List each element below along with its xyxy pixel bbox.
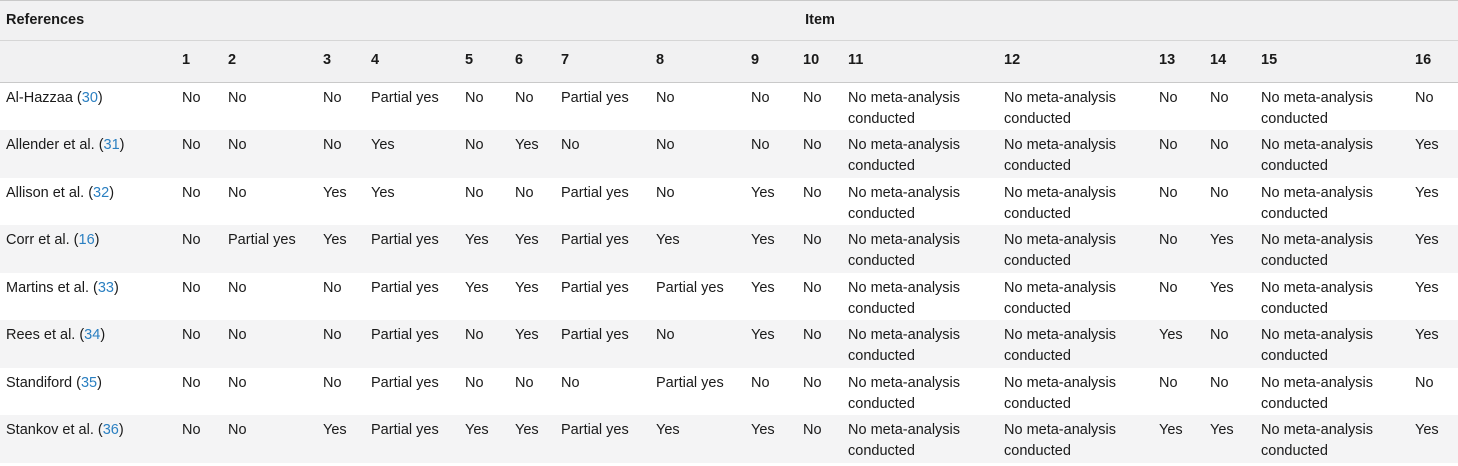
rating-cell: Yes <box>751 279 775 296</box>
rating-cell: No <box>803 90 822 106</box>
rating-cell: No meta-analysis conducted <box>1261 415 1415 463</box>
rating-cell: No meta-analysis conducted <box>848 374 961 412</box>
citation-link[interactable]: 31 <box>103 137 120 153</box>
rating-cell: No meta-analysis conducted <box>848 279 961 317</box>
rating-cell: No <box>803 130 848 178</box>
rating-cell: No <box>1159 374 1178 391</box>
reference-name: Allender et al. ( <box>6 137 104 153</box>
rating-cell: No <box>465 130 515 178</box>
table-row <box>0 225 1458 273</box>
rating-cell: No meta-analysis conducted <box>1004 184 1117 222</box>
empty-header-cell <box>0 41 182 83</box>
citation-link[interactable]: 36 <box>102 422 119 438</box>
item-number-header: 15 <box>1261 41 1415 83</box>
rating-cell: Yes <box>465 279 489 296</box>
reference-close-paren: ) <box>97 90 103 106</box>
rating-cell: No <box>182 90 201 106</box>
rating-cell: No <box>323 374 342 391</box>
rating-cell: No <box>465 184 484 201</box>
rating-cell: Yes <box>515 130 561 178</box>
rating-cell: Yes <box>371 184 395 201</box>
rating-cell: Yes <box>515 415 561 463</box>
rating-cell: Partial yes <box>561 184 629 201</box>
reference-name: Martins et al. ( <box>6 279 98 296</box>
rating-cell: No <box>751 374 770 391</box>
table-row <box>0 273 1458 321</box>
item-number-header: 2 <box>228 41 323 83</box>
rating-cell: No <box>656 130 751 178</box>
item-number-header: 13 <box>1159 41 1210 83</box>
table-row <box>0 178 1458 226</box>
rating-cell: No meta-analysis conducted <box>848 415 1004 463</box>
rating-cell: Partial yes <box>371 374 439 391</box>
item-number-header: 16 <box>1415 41 1458 83</box>
rating-cell: No <box>656 184 675 201</box>
item-number-header: 1 <box>182 41 228 83</box>
rating-cell: No meta-analysis conducted <box>1261 374 1374 412</box>
citation-link[interactable]: 30 <box>81 90 98 106</box>
item-number-header: 5 <box>465 41 515 83</box>
rating-cell: No meta-analysis conducted <box>848 90 961 127</box>
rating-cell: No <box>228 374 247 391</box>
reference-name: Al-Hazzaa ( <box>6 90 82 106</box>
rating-cell: Yes <box>751 225 803 273</box>
rating-cell: No meta-analysis conducted <box>1004 374 1117 412</box>
table-row <box>0 368 1458 416</box>
rating-cell: No <box>323 130 371 178</box>
reference-close-paren: ) <box>100 327 106 343</box>
rating-cell: Yes <box>1415 225 1458 273</box>
rating-cell: No meta-analysis conducted <box>1261 279 1374 317</box>
rating-cell: No <box>515 374 534 391</box>
citation-link[interactable]: 33 <box>97 279 114 296</box>
reference-name: Standiford ( <box>6 374 81 391</box>
reference-name: Corr et al. ( <box>6 232 79 248</box>
rating-cell: No meta-analysis conducted <box>1004 279 1117 317</box>
rating-cell: No <box>515 184 534 201</box>
reference-cell <box>0 368 182 416</box>
rating-cell: Partial yes <box>371 225 465 273</box>
table-row <box>0 415 1458 463</box>
reference-cell <box>0 178 182 226</box>
reference-cell <box>0 225 182 273</box>
rating-cell: Yes <box>1159 415 1210 463</box>
table-row <box>0 130 1458 178</box>
rating-cell: Partial yes <box>228 225 323 273</box>
rating-cell: Yes <box>1159 320 1210 368</box>
rating-cell: No <box>1415 90 1434 106</box>
rating-cell: No <box>228 320 323 368</box>
rating-cell: No <box>803 415 848 463</box>
rating-cell: No <box>465 320 515 368</box>
rating-cell: No <box>1210 184 1229 201</box>
rating-cell: No meta-analysis conducted <box>1261 184 1374 222</box>
rating-cell: Partial yes <box>656 279 724 296</box>
rating-cell: No meta-analysis conducted <box>848 320 1004 368</box>
rating-cell: No <box>1210 90 1229 106</box>
rating-cell: No <box>1210 374 1229 391</box>
rating-cell: No <box>323 90 342 106</box>
item-number-header: 4 <box>371 41 465 83</box>
header-row-top <box>0 1 1458 41</box>
rating-cell: No <box>1159 130 1210 178</box>
reference-name: Allison et al. ( <box>6 184 94 201</box>
rating-cell: No meta-analysis conducted <box>1261 90 1374 127</box>
rating-cell: No <box>182 130 228 178</box>
rating-cell: Yes <box>323 184 347 201</box>
rating-cell: No <box>803 279 822 296</box>
item-number-header: 6 <box>515 41 561 83</box>
rating-cell: Yes <box>323 225 371 273</box>
rating-cell: No <box>182 184 201 201</box>
reference-cell <box>0 130 182 178</box>
rating-cell: No <box>803 374 822 391</box>
item-number-header: 11 <box>848 41 1004 83</box>
reference-cell <box>0 320 182 368</box>
rating-cell: No <box>323 320 371 368</box>
item-header: Item <box>182 1 1458 41</box>
reference-close-paren: ) <box>118 422 124 438</box>
citation-link[interactable]: 34 <box>84 327 101 343</box>
rating-cell: No meta-analysis conducted <box>1261 225 1415 273</box>
rating-cell: Yes <box>515 225 561 273</box>
table-body <box>0 83 1458 463</box>
references-header: References <box>0 1 182 41</box>
rating-cell: No <box>228 279 247 296</box>
rating-cell: Yes <box>1415 415 1458 463</box>
rating-cell: No <box>182 279 201 296</box>
rating-cell: No meta-analysis conducted <box>848 225 1004 273</box>
reference-close-paren: ) <box>114 279 119 296</box>
rating-cell: Yes <box>656 415 751 463</box>
rating-cell: Yes <box>1415 320 1458 368</box>
rating-cell: Yes <box>371 130 465 178</box>
reference-name: Stankov et al. ( <box>6 422 103 438</box>
rating-cell: Yes <box>1415 184 1439 201</box>
rating-cell: No <box>1415 374 1434 391</box>
rating-cell: No meta-analysis conducted <box>1261 130 1415 178</box>
rating-cell: No <box>1159 279 1178 296</box>
rating-cell: Yes <box>465 415 515 463</box>
rating-cell: Yes <box>1210 279 1234 296</box>
rating-cell: No <box>1210 130 1261 178</box>
rating-cell: Partial yes <box>561 225 656 273</box>
rating-cell: Yes <box>1415 279 1439 296</box>
rating-cell: No <box>751 130 803 178</box>
rating-cell: No <box>228 184 247 201</box>
rating-cell: Yes <box>323 415 371 463</box>
citation-link[interactable]: 35 <box>80 374 98 391</box>
rating-cell: No <box>1159 184 1178 201</box>
rating-cell: No <box>1159 225 1210 273</box>
rating-cell: No <box>465 90 484 106</box>
rating-cell: Yes <box>515 320 561 368</box>
item-number-header: 14 <box>1210 41 1261 83</box>
rating-cell: Partial yes <box>561 415 656 463</box>
rating-cell: No <box>515 90 534 106</box>
rating-cell: No <box>1210 320 1261 368</box>
rating-cell: Yes <box>465 225 515 273</box>
rating-cell: Partial yes <box>561 320 656 368</box>
rating-cell: Yes <box>1210 415 1261 463</box>
table-row <box>0 320 1458 368</box>
reference-cell <box>0 83 182 131</box>
rating-cell: Partial yes <box>371 320 465 368</box>
rating-cell: Yes <box>656 225 751 273</box>
rating-cell: Partial yes <box>656 374 724 391</box>
rating-cell: Yes <box>1415 130 1458 178</box>
rating-cell: Partial yes <box>561 279 629 296</box>
reference-close-paren: ) <box>97 374 102 391</box>
item-number-header: 10 <box>803 41 848 83</box>
rating-cell: Yes <box>515 279 539 296</box>
table-row <box>0 83 1458 131</box>
rating-cell: No meta-analysis conducted <box>1261 320 1415 368</box>
rating-cell: No <box>656 90 675 106</box>
rating-cell: No <box>182 225 228 273</box>
rating-cell: No <box>228 415 323 463</box>
rating-cell: Yes <box>751 184 775 201</box>
reference-cell <box>0 273 182 321</box>
rating-cell: Partial yes <box>371 90 439 106</box>
rating-cell: No meta-analysis conducted <box>1004 225 1159 273</box>
rating-cell: No meta-analysis conducted <box>848 184 961 222</box>
reference-close-paren: ) <box>94 232 100 248</box>
rating-cell: No <box>182 374 201 391</box>
reference-close-paren: ) <box>109 184 115 201</box>
rating-cell: Yes <box>1210 225 1261 273</box>
rating-cell: No meta-analysis conducted <box>1004 90 1117 127</box>
rating-cell: No <box>228 130 323 178</box>
rating-cell: No <box>323 279 342 296</box>
rating-cell: No <box>751 90 770 106</box>
rating-cell: No <box>656 320 751 368</box>
rating-cell: No <box>561 374 580 391</box>
rating-cell: No <box>803 320 848 368</box>
rating-cell: No <box>182 415 228 463</box>
rating-cell: No <box>228 90 247 106</box>
rating-cell: No <box>561 130 656 178</box>
rating-cell: No meta-analysis conducted <box>1004 130 1159 178</box>
rating-cell: No <box>803 184 822 201</box>
header-row-numbers <box>0 41 1458 83</box>
item-number-header: 9 <box>751 41 803 83</box>
item-number-header: 7 <box>561 41 656 83</box>
rating-cell: No <box>465 374 484 391</box>
rating-cell: Partial yes <box>561 90 629 106</box>
item-number-header: 8 <box>656 41 751 83</box>
rating-cell: No <box>803 225 848 273</box>
rating-cell: Partial yes <box>371 415 465 463</box>
citation-link[interactable]: 16 <box>78 232 95 248</box>
rating-cell: No <box>1159 90 1178 106</box>
item-number-header: 12 <box>1004 41 1159 83</box>
rating-cell: No meta-analysis conducted <box>1004 415 1159 463</box>
rating-cell: No <box>182 320 228 368</box>
reference-close-paren: ) <box>119 137 125 153</box>
rating-cell: No meta-analysis conducted <box>848 130 1004 178</box>
rating-cell: Yes <box>751 415 803 463</box>
reference-cell <box>0 415 182 463</box>
citation-link[interactable]: 32 <box>93 184 110 201</box>
rating-cell: Partial yes <box>371 279 439 296</box>
item-number-header: 3 <box>323 41 371 83</box>
rating-cell: Yes <box>751 320 803 368</box>
rating-cell: No meta-analysis conducted <box>1004 320 1159 368</box>
reference-name: Rees et al. ( <box>6 327 85 343</box>
